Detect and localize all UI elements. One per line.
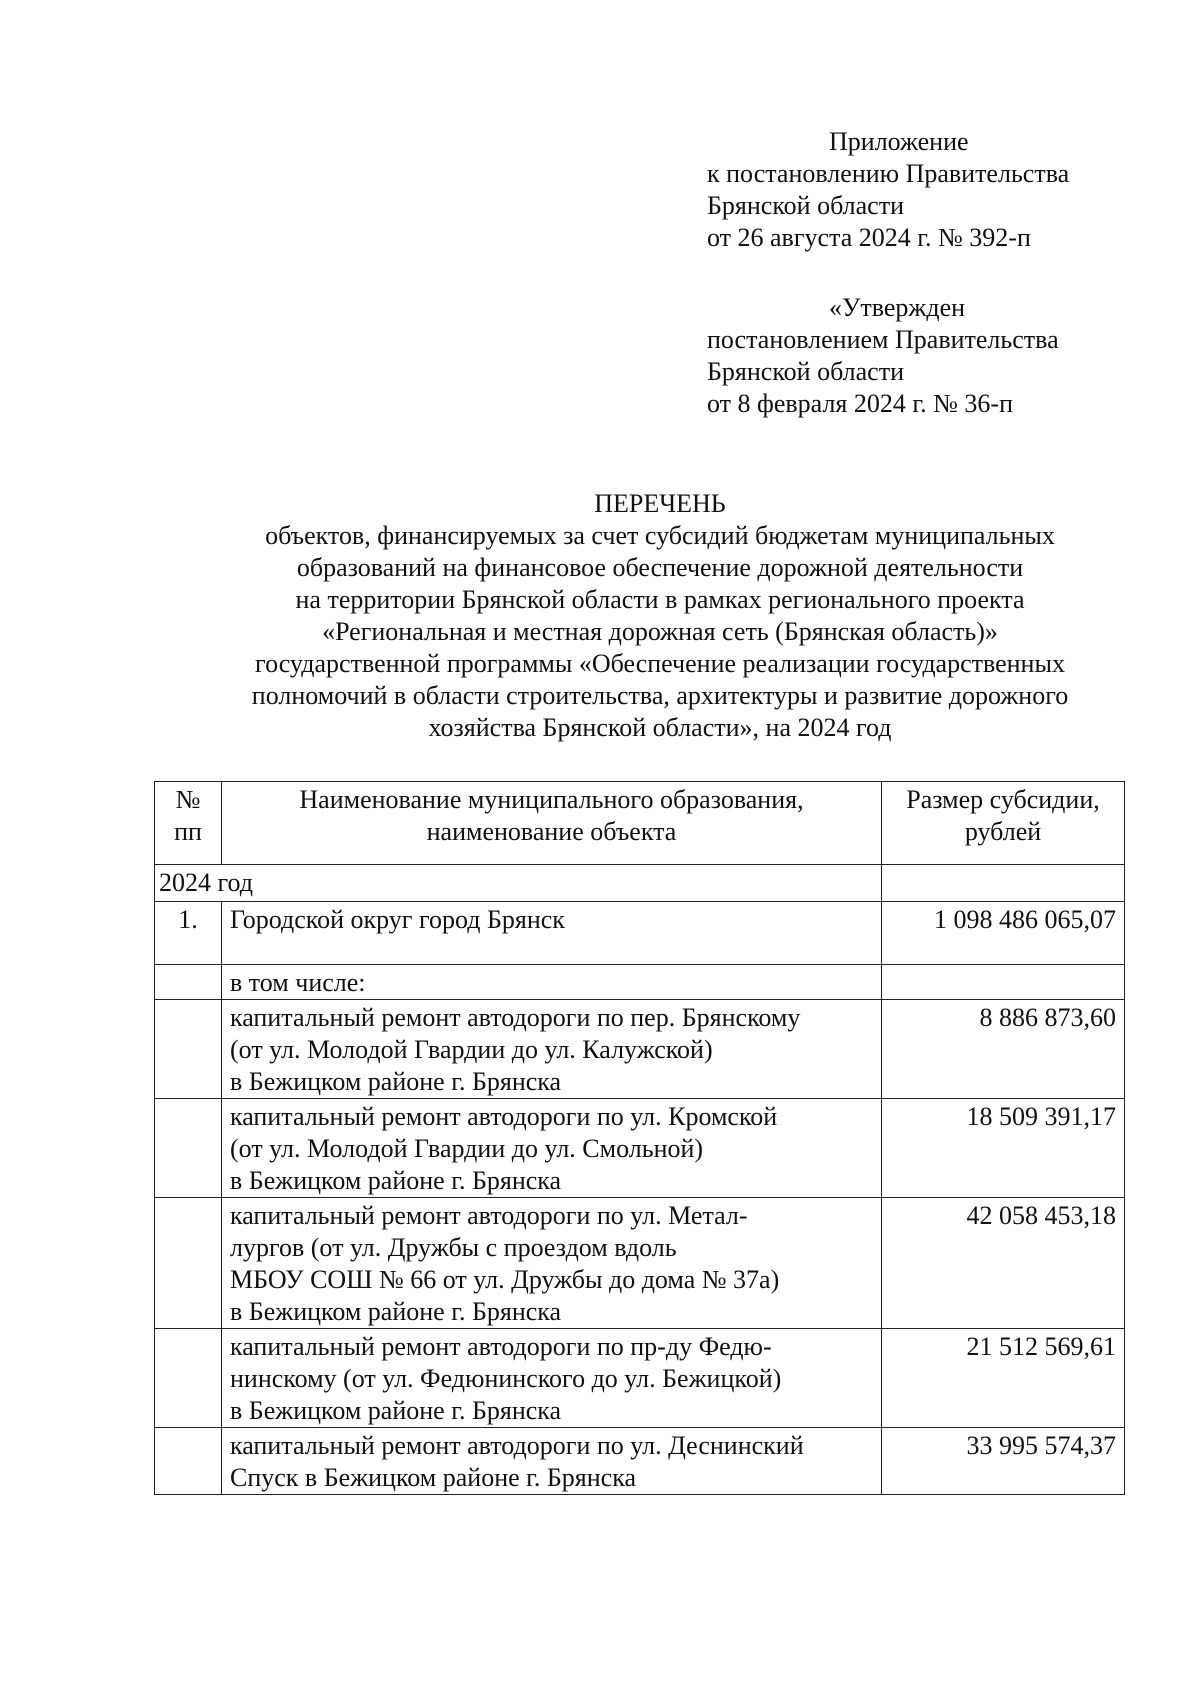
approved-block <box>707 292 1127 420</box>
approved-line: «Утвержден <box>829 293 966 322</box>
table-row <box>155 1428 1125 1495</box>
year-amount-cell <box>882 865 1125 902</box>
row-index <box>155 1428 222 1495</box>
table-row <box>155 965 1125 1000</box>
row-index <box>155 1099 222 1198</box>
object-amount: 8 886 873,60 <box>882 1000 1125 1099</box>
header-number-line: пп <box>174 817 202 846</box>
object-amount: 33 995 574,37 <box>882 1428 1125 1495</box>
title-line: «Региональная и местная дорожная сеть (Брянская область)» <box>322 617 998 646</box>
object-line: капитальный ремонт автодороги по ул. Метал- <box>230 1201 748 1230</box>
table-row <box>155 1329 1125 1428</box>
table-row <box>155 902 1125 965</box>
appendix-line: Приложение <box>829 127 969 156</box>
subsidy-table <box>154 781 1125 1495</box>
including-amount <box>882 965 1125 1000</box>
year-cell: 2024 год <box>155 865 882 902</box>
appendix-line: Брянской области <box>707 191 904 220</box>
object-line: в Бежицком районе г. Брянска <box>230 1396 562 1425</box>
object-line: в Бежицком районе г. Брянска <box>230 1297 562 1326</box>
object-line: капитальный ремонт автодороги по ул. Кромской <box>230 1102 778 1131</box>
municipality-name: Городской округ город Брянск <box>222 902 882 965</box>
header-name-line: наименование объекта <box>426 817 677 846</box>
object-line: капитальный ремонт автодороги по пр-ду Федю- <box>230 1332 772 1361</box>
row-index <box>155 965 222 1000</box>
object-name <box>222 1000 882 1099</box>
title-line: образований на финансовое обеспечение дорожной деятельности <box>296 553 1024 582</box>
including-label: в том числе: <box>222 965 882 1000</box>
municipality-amount: 1 098 486 065,07 <box>882 902 1125 965</box>
object-line: нинскому (от ул. Федюнинского до ул. Бежицкой) <box>230 1364 782 1393</box>
row-index: 1. <box>155 902 222 965</box>
object-amount: 18 509 391,17 <box>882 1099 1125 1198</box>
title-heading: ПЕРЕЧЕНЬ <box>594 489 726 518</box>
approved-line: Брянской области <box>707 357 904 386</box>
header-number-line: № <box>175 785 201 814</box>
row-index <box>155 1000 222 1099</box>
title-line: государственной программы «Обеспечение реализации государственных <box>255 649 1065 678</box>
header-number <box>155 782 222 865</box>
object-line: МБОУ СОШ № 66 от ул. Дружбы до дома № 37а) <box>230 1265 780 1294</box>
title-line: на территории Брянской области в рамках регионального проекта <box>295 585 1025 614</box>
object-line: в Бежицком районе г. Брянска <box>230 1067 562 1096</box>
object-line: в Бежицком районе г. Брянска <box>230 1166 562 1195</box>
table-header-row <box>155 782 1125 865</box>
appendix-block <box>707 126 1127 254</box>
object-line: капитальный ремонт автодороги по пер. Брянскому <box>230 1003 801 1032</box>
appendix-line: к постановлению Правительства <box>707 159 1070 188</box>
row-index <box>155 1198 222 1329</box>
title-line: хозяйства Брянской области», на 2024 год <box>428 713 892 742</box>
table-row <box>155 1000 1125 1099</box>
year-row <box>155 865 1125 902</box>
object-line: Спуск в Бежицком районе г. Брянска <box>230 1463 636 1492</box>
object-name <box>222 1428 882 1495</box>
document-title <box>150 488 1170 744</box>
object-name <box>222 1329 882 1428</box>
appendix-line: от 26 августа 2024 г. № 392-п <box>707 223 1031 252</box>
header-amount <box>882 782 1125 865</box>
object-line: (от ул. Молодой Гвардии до ул. Калужской) <box>230 1035 713 1064</box>
object-line: капитальный ремонт автодороги по ул. Деснинский <box>230 1431 804 1460</box>
approved-line: постановлением Правительства <box>707 325 1059 354</box>
object-amount: 21 512 569,61 <box>882 1329 1125 1428</box>
approved-line: от 8 февраля 2024 г. № 36-п <box>707 389 1013 418</box>
object-amount: 42 058 453,18 <box>882 1198 1125 1329</box>
table-row <box>155 1198 1125 1329</box>
header-name-line: Наименование муниципального образования, <box>299 785 804 814</box>
header-amount-line: рублей <box>964 817 1042 846</box>
title-line: объектов, финансируемых за счет субсидий бюджетам муниципальных <box>265 521 1055 550</box>
object-line: лургов (от ул. Дружбы с проездом вдоль <box>230 1233 677 1262</box>
header-name <box>222 782 882 865</box>
object-name <box>222 1198 882 1329</box>
object-line: (от ул. Молодой Гвардии до ул. Смольной) <box>230 1134 704 1163</box>
header-amount-line: Размер субсидии, <box>906 785 1100 814</box>
row-index <box>155 1329 222 1428</box>
object-name <box>222 1099 882 1198</box>
title-line: полномочий в области строительства, архитектуры и развитие дорожного <box>251 681 1069 710</box>
table-row <box>155 1099 1125 1198</box>
